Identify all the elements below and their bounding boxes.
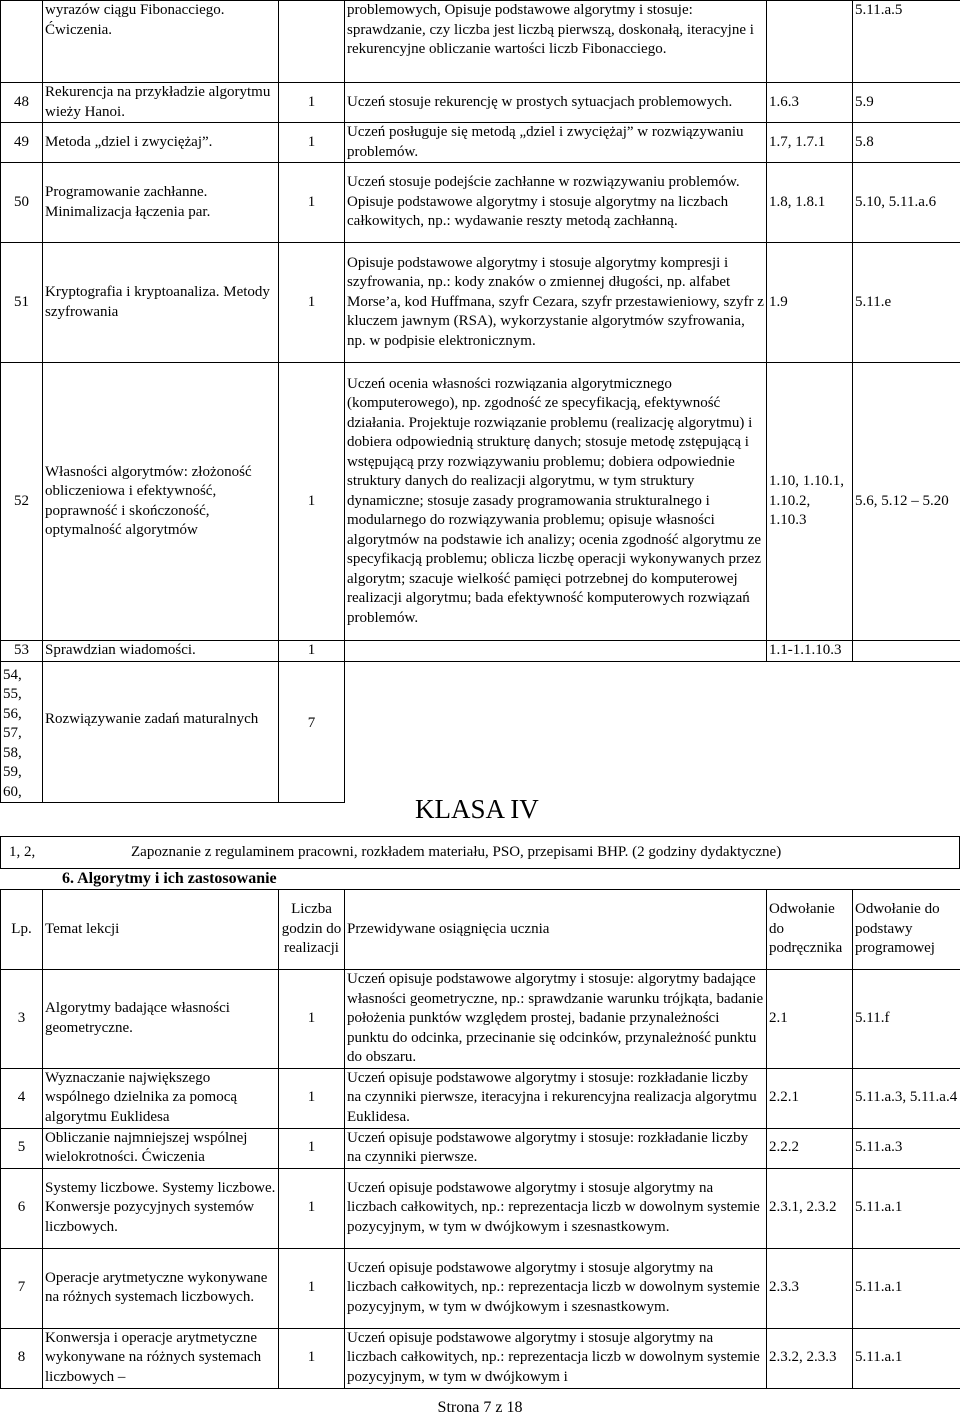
lesson-achievements: Uczeń opisuje podstawowe algorytmy i stosuje: algorytmy badające własności geometryczne, np.: sprawdzanie warunku trójkąta, badanie położenia punktów względem prostej, badanie przynależności punktu do odcinka, przecinanie się odcinków, przynależność punktu do obszaru. bbox=[345, 970, 767, 1069]
lesson-hours: 1 bbox=[279, 1328, 345, 1388]
lesson-ref-textbook: 1.9 bbox=[767, 243, 853, 363]
page-footer bbox=[0, 1398, 960, 1418]
lesson-number: 7 bbox=[1, 1248, 43, 1328]
table-row bbox=[1, 363, 960, 641]
section-title: 6. Algorytmy i ich zastosowanie bbox=[62, 870, 277, 887]
header-achievements: Przewidywane osiągnięcia ucznia bbox=[345, 890, 767, 970]
lesson-topic: Wyznaczanie największego wspólnego dzielnika za pomocą algorytmu Euklidesa bbox=[43, 1068, 279, 1128]
lesson-number bbox=[1, 1, 43, 83]
lesson-ref-curriculum: 5.11.e bbox=[853, 243, 960, 363]
table-row bbox=[1, 641, 960, 662]
footer-mid: z bbox=[491, 1399, 507, 1416]
lesson-topic: wyrazów ciągu Fibonacciego. Ćwiczenia. bbox=[43, 1, 279, 83]
lesson-ref-textbook: 2.2.2 bbox=[767, 1128, 853, 1168]
lesson-number: 50 bbox=[1, 163, 43, 243]
lesson-topic: Programowanie zachłanne. Minimalizacja łączenia par. bbox=[43, 163, 279, 243]
lesson-achievements: Uczeń opisuje podstawowe algorytmy i stosuje algorytmy na liczbach całkowitych, np.: reprezentacja liczb w dowolnym systemie pozycyjnym, w tym w dwójkowym i szesnastkowym. bbox=[345, 1168, 767, 1248]
table-row bbox=[1, 83, 960, 123]
lesson-ref-textbook: 2.3.1, 2.3.2 bbox=[767, 1168, 853, 1248]
lesson-topic: Własności algorytmów: złożoność obliczeniowa i efektywność, poprawność i skończoność, optymalność algorytmów bbox=[43, 363, 279, 641]
lesson-achievements: Uczeń opisuje podstawowe algorytmy i stosuje: rozkładanie liczby na czynniki pierwsze, iteracyjna i rekurencyjna realizacja algorytmu Euklidesa. bbox=[345, 1068, 767, 1128]
header-ref-curriculum: Odwołanie do podstawy programowej bbox=[853, 890, 960, 970]
lesson-achievements: Uczeń stosuje rekurencję w prostych sytuacjach problemowych. bbox=[345, 83, 767, 123]
table-row bbox=[1, 123, 960, 163]
intro-text: Zapoznanie z regulaminem pracowni, rozkładem materiału, PSO, przepisami BHP. (2 godziny dydaktyczne) bbox=[131, 844, 782, 860]
lesson-ref-curriculum bbox=[853, 661, 960, 803]
lesson-topic: Systemy liczbowe. Systemy liczbowe. Konwersje pozycyjnych systemów liczbowych. bbox=[43, 1168, 279, 1248]
lesson-hours: 1 bbox=[279, 363, 345, 641]
lesson-ref-textbook bbox=[767, 661, 853, 803]
lesson-table-bottom bbox=[0, 889, 960, 1389]
table-row bbox=[1, 1, 960, 83]
lesson-ref-curriculum: 5.11.f bbox=[853, 970, 960, 1069]
lesson-hours: 1 bbox=[279, 123, 345, 163]
lesson-number: 6 bbox=[1, 1168, 43, 1248]
lesson-ref-curriculum: 5.10, 5.11.a.6 bbox=[853, 163, 960, 243]
lesson-number: 54, 55, 56, 57, 58, 59, 60, bbox=[1, 661, 43, 803]
lesson-topic: Rozwiązywanie zadań maturalnych bbox=[43, 661, 279, 803]
table-header-row bbox=[1, 890, 960, 970]
lesson-ref-curriculum: 5.11.a.1 bbox=[853, 1328, 960, 1388]
footer-prefix: Strona bbox=[437, 1399, 484, 1416]
intro-lesson-number: 1, 2, bbox=[9, 844, 36, 860]
lesson-ref-textbook bbox=[767, 1, 853, 83]
lesson-topic: Metoda „dziel i zwyciężaj”. bbox=[43, 123, 279, 163]
lesson-ref-textbook: 1.1-1.1.10.3 bbox=[767, 641, 853, 662]
lesson-ref-curriculum: 5.11.a.1 bbox=[853, 1248, 960, 1328]
header-topic: Temat lekcji bbox=[43, 890, 279, 970]
lesson-topic: Kryptografia i kryptoanaliza. Metody szyfrowania bbox=[43, 243, 279, 363]
table-row bbox=[1, 1168, 960, 1248]
lesson-hours: 1 bbox=[279, 1068, 345, 1128]
lesson-achievements bbox=[345, 661, 767, 803]
lesson-achievements: Uczeń ocenia własności rozwiązania algorytmicznego (komputerowego), np. zgodność ze specyfikacją, efektywność działania. Projektuje rozwiązanie problemu (realizację algorytmu) i dobiera odpowiednią strukturę danych; stosuje metodę zstępującą i wstępującą przy rozwiązywaniu problemu; dobiera odpowiednie struktury danych do realizacji algorytmu, w tym struktury dynamiczne; stosuje zasady programowania strukturalnego i modularnego do rozwiązywania problemu; opisuje własności algorytmów na podstawie ich analizy; ocenia zgodność algorytmu ze specyfikacją problemu; oblicza liczbę operacji wykonywanych przez algorytm; szacuje wielkość pamięci potrzebnej do komputerowej realizacji algorytmu; bada efektywność komputerowych rozwiązań problemów. bbox=[345, 363, 767, 641]
lesson-number: 3 bbox=[1, 970, 43, 1069]
lesson-achievements: problemowych, Opisuje podstawowe algorytmy i stosuje: sprawdzanie, czy liczba jest liczbą pierwszą, doskonałą, iteracyjne i rekurencyjne obliczanie wartości liczb Fibonacciego. bbox=[345, 1, 767, 83]
class-heading: KLASA IV bbox=[415, 794, 539, 824]
lesson-number: 5 bbox=[1, 1128, 43, 1168]
lesson-achievements: Uczeń stosuje podejście zachłanne w rozwiązywaniu problemów. Opisuje podstawowe algorytmy i stosuje algorytmy na liczbach całkowitych, np.: wydawanie reszty metodą zachłanną. bbox=[345, 163, 767, 243]
lesson-topic: Sprawdzian wiadomości. bbox=[43, 641, 279, 662]
lesson-achievements bbox=[345, 641, 767, 662]
header-ref-textbook: Odwołanie do podręcznika bbox=[767, 890, 853, 970]
header-lp: Lp. bbox=[1, 890, 43, 970]
lesson-number: 52 bbox=[1, 363, 43, 641]
lesson-ref-curriculum bbox=[853, 641, 960, 662]
lesson-ref-curriculum: 5.9 bbox=[853, 83, 960, 123]
table-row bbox=[1, 970, 960, 1069]
lesson-number: 49 bbox=[1, 123, 43, 163]
lesson-number: 51 bbox=[1, 243, 43, 363]
footer-page-number: 7 bbox=[483, 1399, 492, 1416]
lesson-achievements: Uczeń opisuje podstawowe algorytmy i stosuje: rozkładanie liczby na czynniki pierwsze. bbox=[345, 1128, 767, 1168]
lesson-ref-textbook: 2.2.1 bbox=[767, 1068, 853, 1128]
lesson-hours: 1 bbox=[279, 1248, 345, 1328]
lesson-ref-curriculum: 5.11.a.3 bbox=[853, 1128, 960, 1168]
lesson-hours: 1 bbox=[279, 243, 345, 363]
header-hours: Liczba godzin do realizacji bbox=[279, 890, 345, 970]
table-row bbox=[1, 1128, 960, 1168]
lesson-ref-textbook: 2.1 bbox=[767, 970, 853, 1069]
lesson-hours: 1 bbox=[279, 83, 345, 123]
lesson-achievements: Opisuje podstawowe algorytmy i stosuje algorytmy kompresji i szyfrowania, np.: kody znaków o zmiennej długości, np. alfabet Morse’a, kod Huffmana, szyfr Cezara, szyfr przestawieniowy, szyfr z kluczem jawnym (RSA), wykorzystanie algorytmów szyfrowania, np. w podpisie elektronicznym. bbox=[345, 243, 767, 363]
table-row bbox=[1, 1068, 960, 1128]
table-row bbox=[1, 1248, 960, 1328]
table-row bbox=[1, 1328, 960, 1388]
lesson-number: 53 bbox=[1, 641, 43, 662]
lesson-ref-textbook: 1.8, 1.8.1 bbox=[767, 163, 853, 243]
lesson-ref-curriculum: 5.8 bbox=[853, 123, 960, 163]
table-row bbox=[1, 243, 960, 363]
lesson-number: 4 bbox=[1, 1068, 43, 1128]
lesson-hours: 1 bbox=[279, 641, 345, 662]
lesson-ref-textbook: 1.7, 1.7.1 bbox=[767, 123, 853, 163]
lesson-ref-curriculum: 5.11.a.5 bbox=[853, 1, 960, 83]
lesson-hours bbox=[279, 1, 345, 83]
intro-row bbox=[0, 836, 960, 869]
lesson-achievements: Uczeń opisuje podstawowe algorytmy i stosuje algorytmy na liczbach całkowitych, np.: reprezentacja liczb w dowolnym systemie pozycyjnym, w tym w dwójkowym i szesnastkowym. bbox=[345, 1248, 767, 1328]
lesson-hours: 1 bbox=[279, 1168, 345, 1248]
table-row bbox=[1, 163, 960, 243]
lesson-achievements: Uczeń posługuje się metodą „dziel i zwyciężaj” w rozwiązywaniu problemów. bbox=[345, 123, 767, 163]
lesson-number: 8 bbox=[1, 1328, 43, 1388]
lesson-ref-textbook: 2.3.3 bbox=[767, 1248, 853, 1328]
lesson-hours: 1 bbox=[279, 163, 345, 243]
lesson-hours: 1 bbox=[279, 970, 345, 1069]
table-row bbox=[1, 661, 960, 803]
lesson-achievements: Uczeń opisuje podstawowe algorytmy i stosuje algorytmy na liczbach całkowitych, np.: reprezentacja liczb w dowolnym systemie pozycyjnym, w tym w dwójkowym i bbox=[345, 1328, 767, 1388]
lesson-ref-textbook: 1.6.3 bbox=[767, 83, 853, 123]
lesson-hours: 7 bbox=[279, 661, 345, 803]
lesson-ref-curriculum: 5.11.a.3, 5.11.a.4 bbox=[853, 1068, 960, 1128]
lesson-topic: Obliczanie najmniejszej wspólnej wielokrotności. Ćwiczenia bbox=[43, 1128, 279, 1168]
lesson-ref-curriculum: 5.11.a.1 bbox=[853, 1168, 960, 1248]
lesson-ref-curriculum: 5.6, 5.12 – 5.20 bbox=[853, 363, 960, 641]
lesson-topic: Rekurencja na przykładzie algorytmu wieży Hanoi. bbox=[43, 83, 279, 123]
lesson-topic: Algorytmy badające własności geometryczne. bbox=[43, 970, 279, 1069]
lesson-number: 48 bbox=[1, 83, 43, 123]
lesson-ref-textbook: 2.3.2, 2.3.3 bbox=[767, 1328, 853, 1388]
lesson-hours: 1 bbox=[279, 1128, 345, 1168]
lesson-topic: Operacje arytmetyczne wykonywane na różnych systemach liczbowych. bbox=[43, 1248, 279, 1328]
lesson-topic: Konwersja i operacje arytmetyczne wykonywane na różnych systemach liczbowych – bbox=[43, 1328, 279, 1388]
footer-total-pages: 18 bbox=[506, 1399, 523, 1416]
lesson-ref-textbook: 1.10, 1.10.1, 1.10.2, 1.10.3 bbox=[767, 363, 853, 641]
